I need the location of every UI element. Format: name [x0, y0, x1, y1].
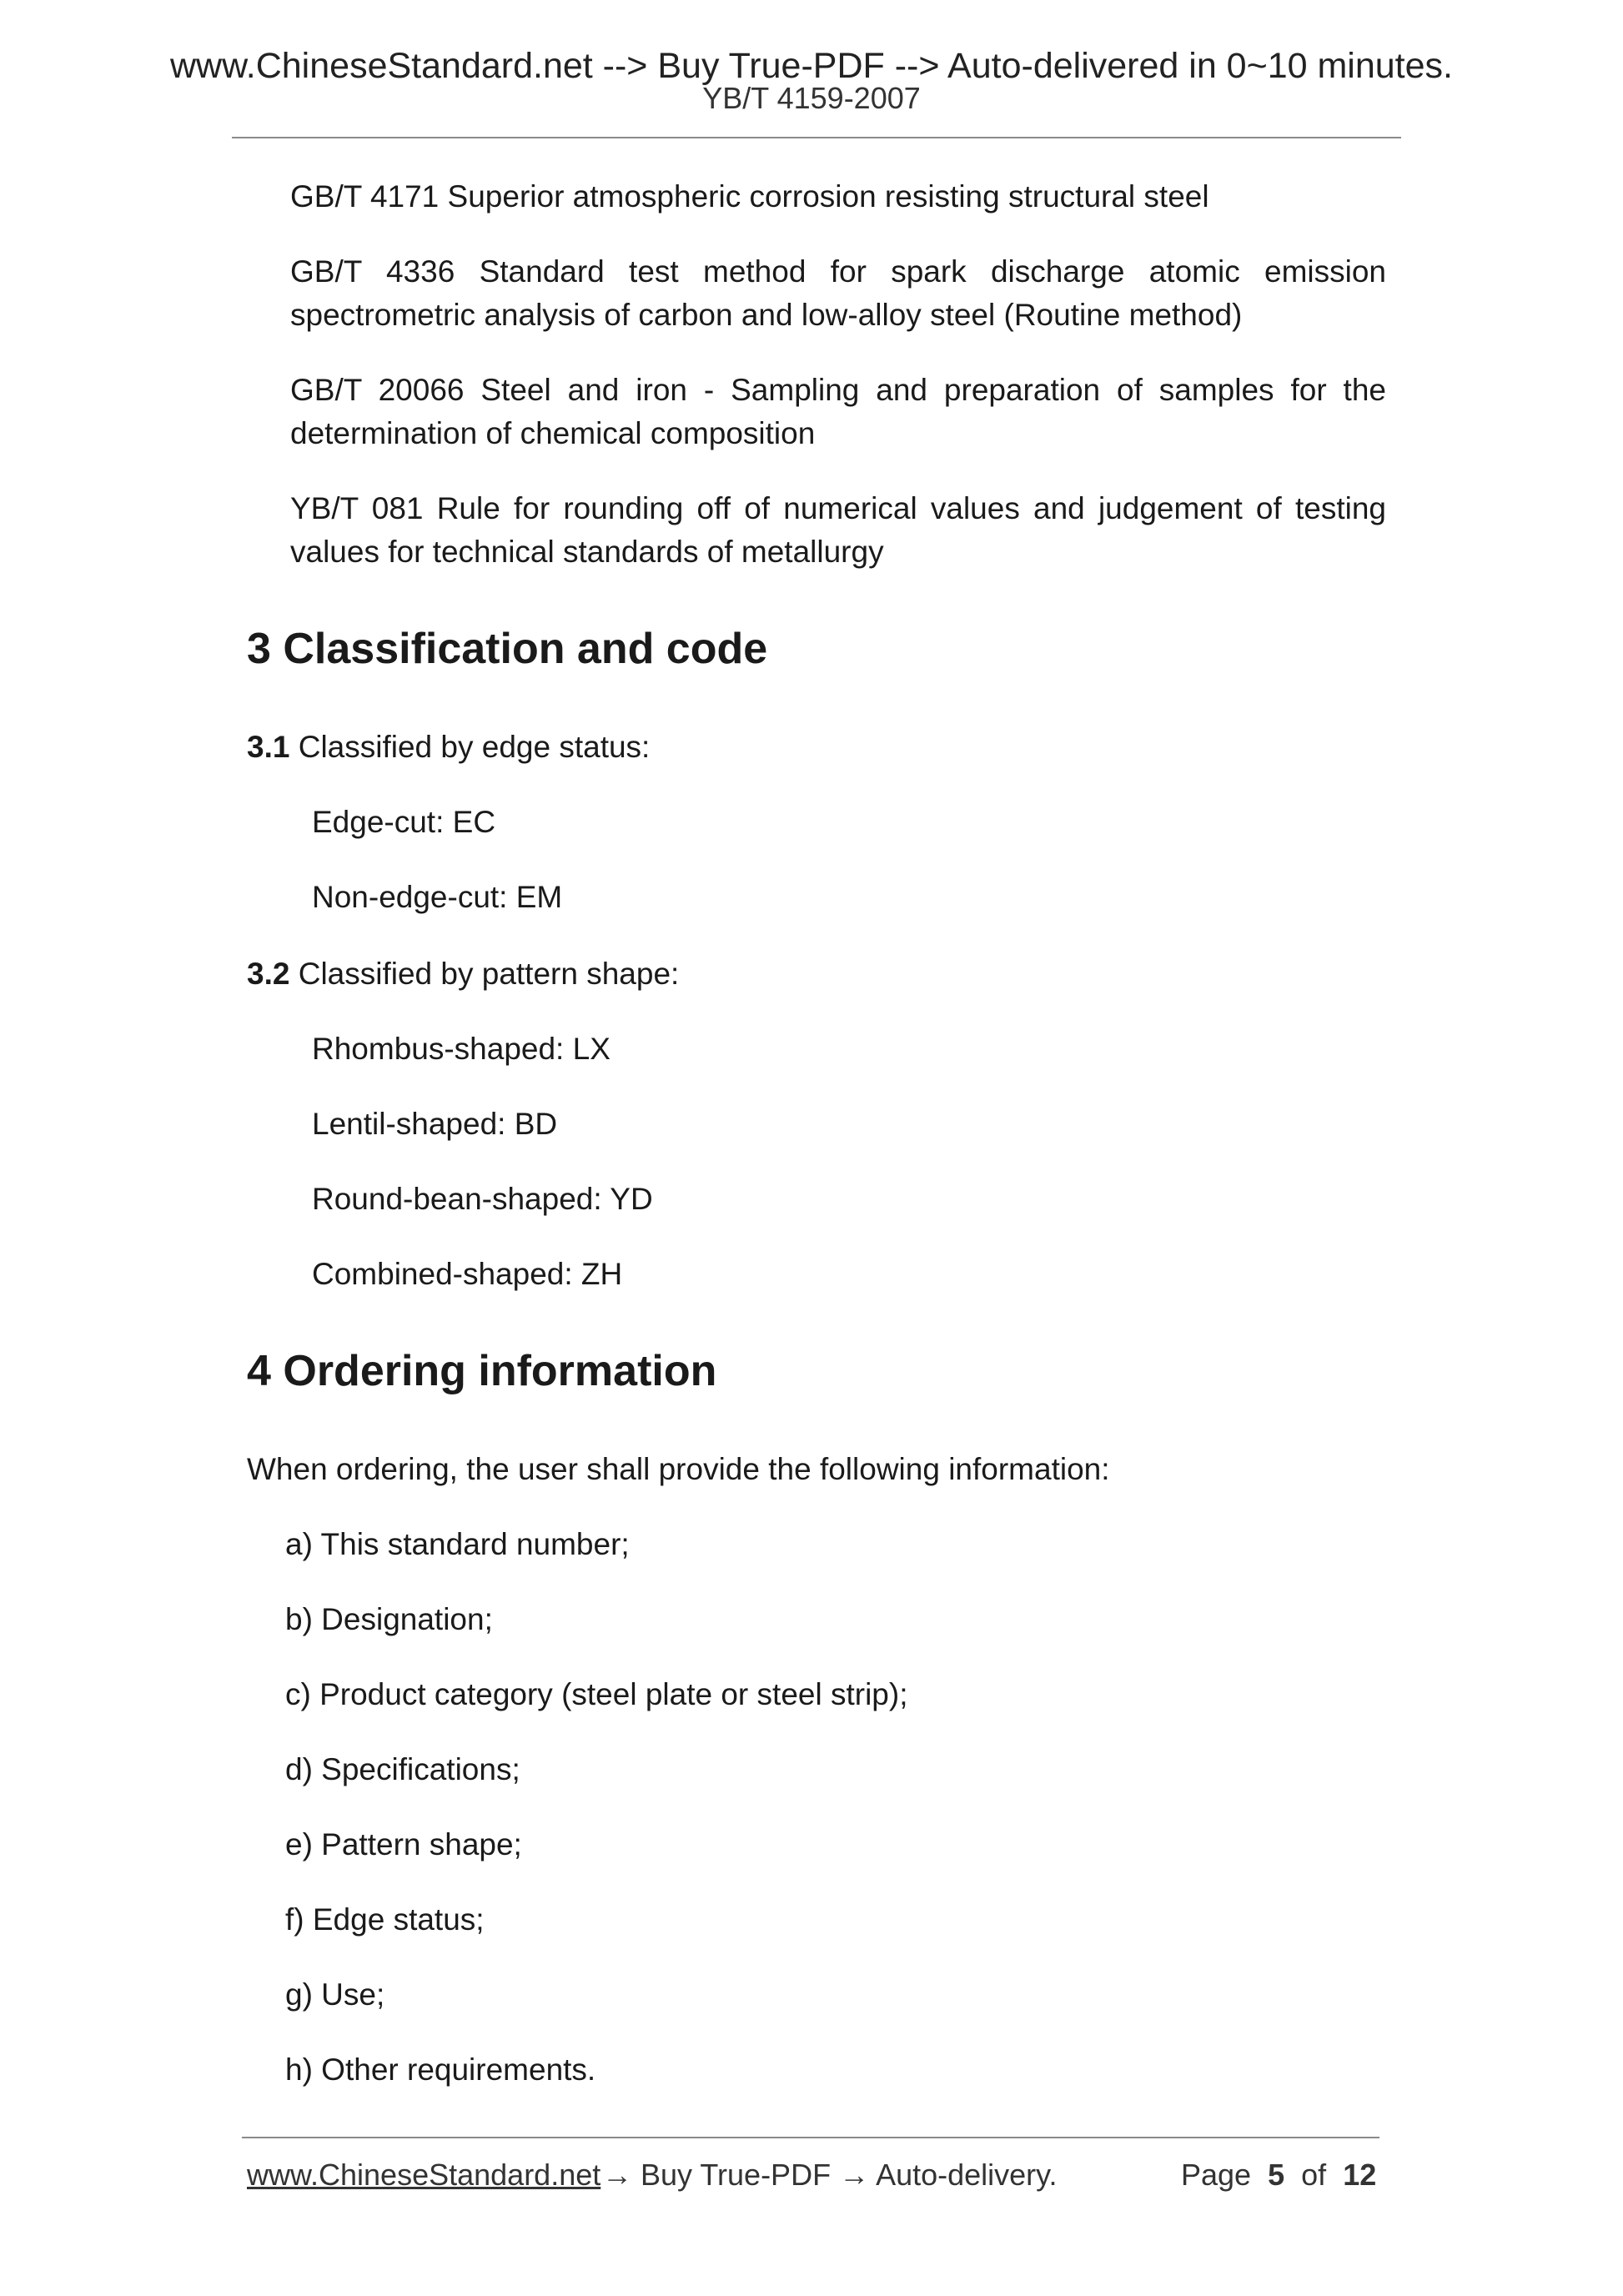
- header-divider: [232, 137, 1401, 138]
- section-heading-ordering: 4 Ordering information: [247, 1347, 717, 1395]
- ordering-intro: When ordering, the user shall provide the following information:: [247, 1452, 1110, 1486]
- ordering-item: g) Use;: [285, 1977, 385, 2012]
- page-indicator: [1181, 2157, 1376, 2193]
- code-item: Edge-cut: EC: [312, 805, 496, 839]
- footer-divider: [242, 2137, 1379, 2138]
- clause-text: Classified by pattern shape:: [289, 957, 680, 991]
- code-item: Combined-shaped: ZH: [312, 1257, 623, 1291]
- ordering-item: h) Other requirements.: [285, 2052, 596, 2087]
- clause-3-2: [247, 954, 679, 994]
- code-item: Lentil-shaped: BD: [312, 1107, 558, 1141]
- page-word: Page: [1181, 2158, 1252, 2192]
- header-banner: www.ChineseStandard.net --> Buy True-PDF --> Auto-delivered in 0~10 minutes.: [169, 46, 1453, 86]
- document-code: YB/T 4159-2007: [702, 81, 921, 115]
- clause-number: 3.1: [247, 730, 290, 764]
- page-of: of: [1301, 2158, 1327, 2192]
- reference-item: GB/T 20066 Steel and iron - Sampling and preparation of samples for the determination of chemical composition: [290, 373, 1386, 450]
- ordering-item: a) This standard number;: [285, 1527, 630, 1561]
- footer-tagline: → Buy True-PDF → Auto-delivery.: [602, 2158, 1058, 2192]
- footer-site-link[interactable]: www.ChineseStandard.net: [247, 2158, 601, 2192]
- clause-text: Classified by edge status:: [289, 730, 651, 764]
- code-item: Round-bean-shaped: YD: [312, 1182, 653, 1216]
- reference-item: GB/T 4171 Superior atmospheric corrosion resisting structural steel: [290, 179, 1209, 214]
- ordering-item: d) Specifications;: [285, 1752, 520, 1786]
- ordering-item: b) Designation;: [285, 1602, 493, 1636]
- code-item: Rhombus-shaped: LX: [312, 1032, 611, 1066]
- ordering-item: e) Pattern shape;: [285, 1827, 522, 1861]
- reference-item: GB/T 4336 Standard test method for spark discharge atomic emission spectrometric analysis of carbon and low-alloy steel (Routine method): [290, 254, 1386, 332]
- page-current: 5: [1268, 2158, 1285, 2192]
- section-heading-classification: 3 Classification and code: [247, 625, 768, 673]
- reference-item: YB/T 081 Rule for rounding off of numerical values and judgement of testing values for technical standards of metallurgy: [290, 491, 1386, 569]
- ordering-item: c) Product category (steel plate or steel strip);: [285, 1677, 908, 1711]
- code-item: Non-edge-cut: EM: [312, 880, 563, 914]
- page-total: 12: [1343, 2158, 1377, 2192]
- clause-number: 3.2: [247, 957, 290, 991]
- clause-3-1: [247, 727, 650, 767]
- ordering-item: f) Edge status;: [285, 1902, 485, 1937]
